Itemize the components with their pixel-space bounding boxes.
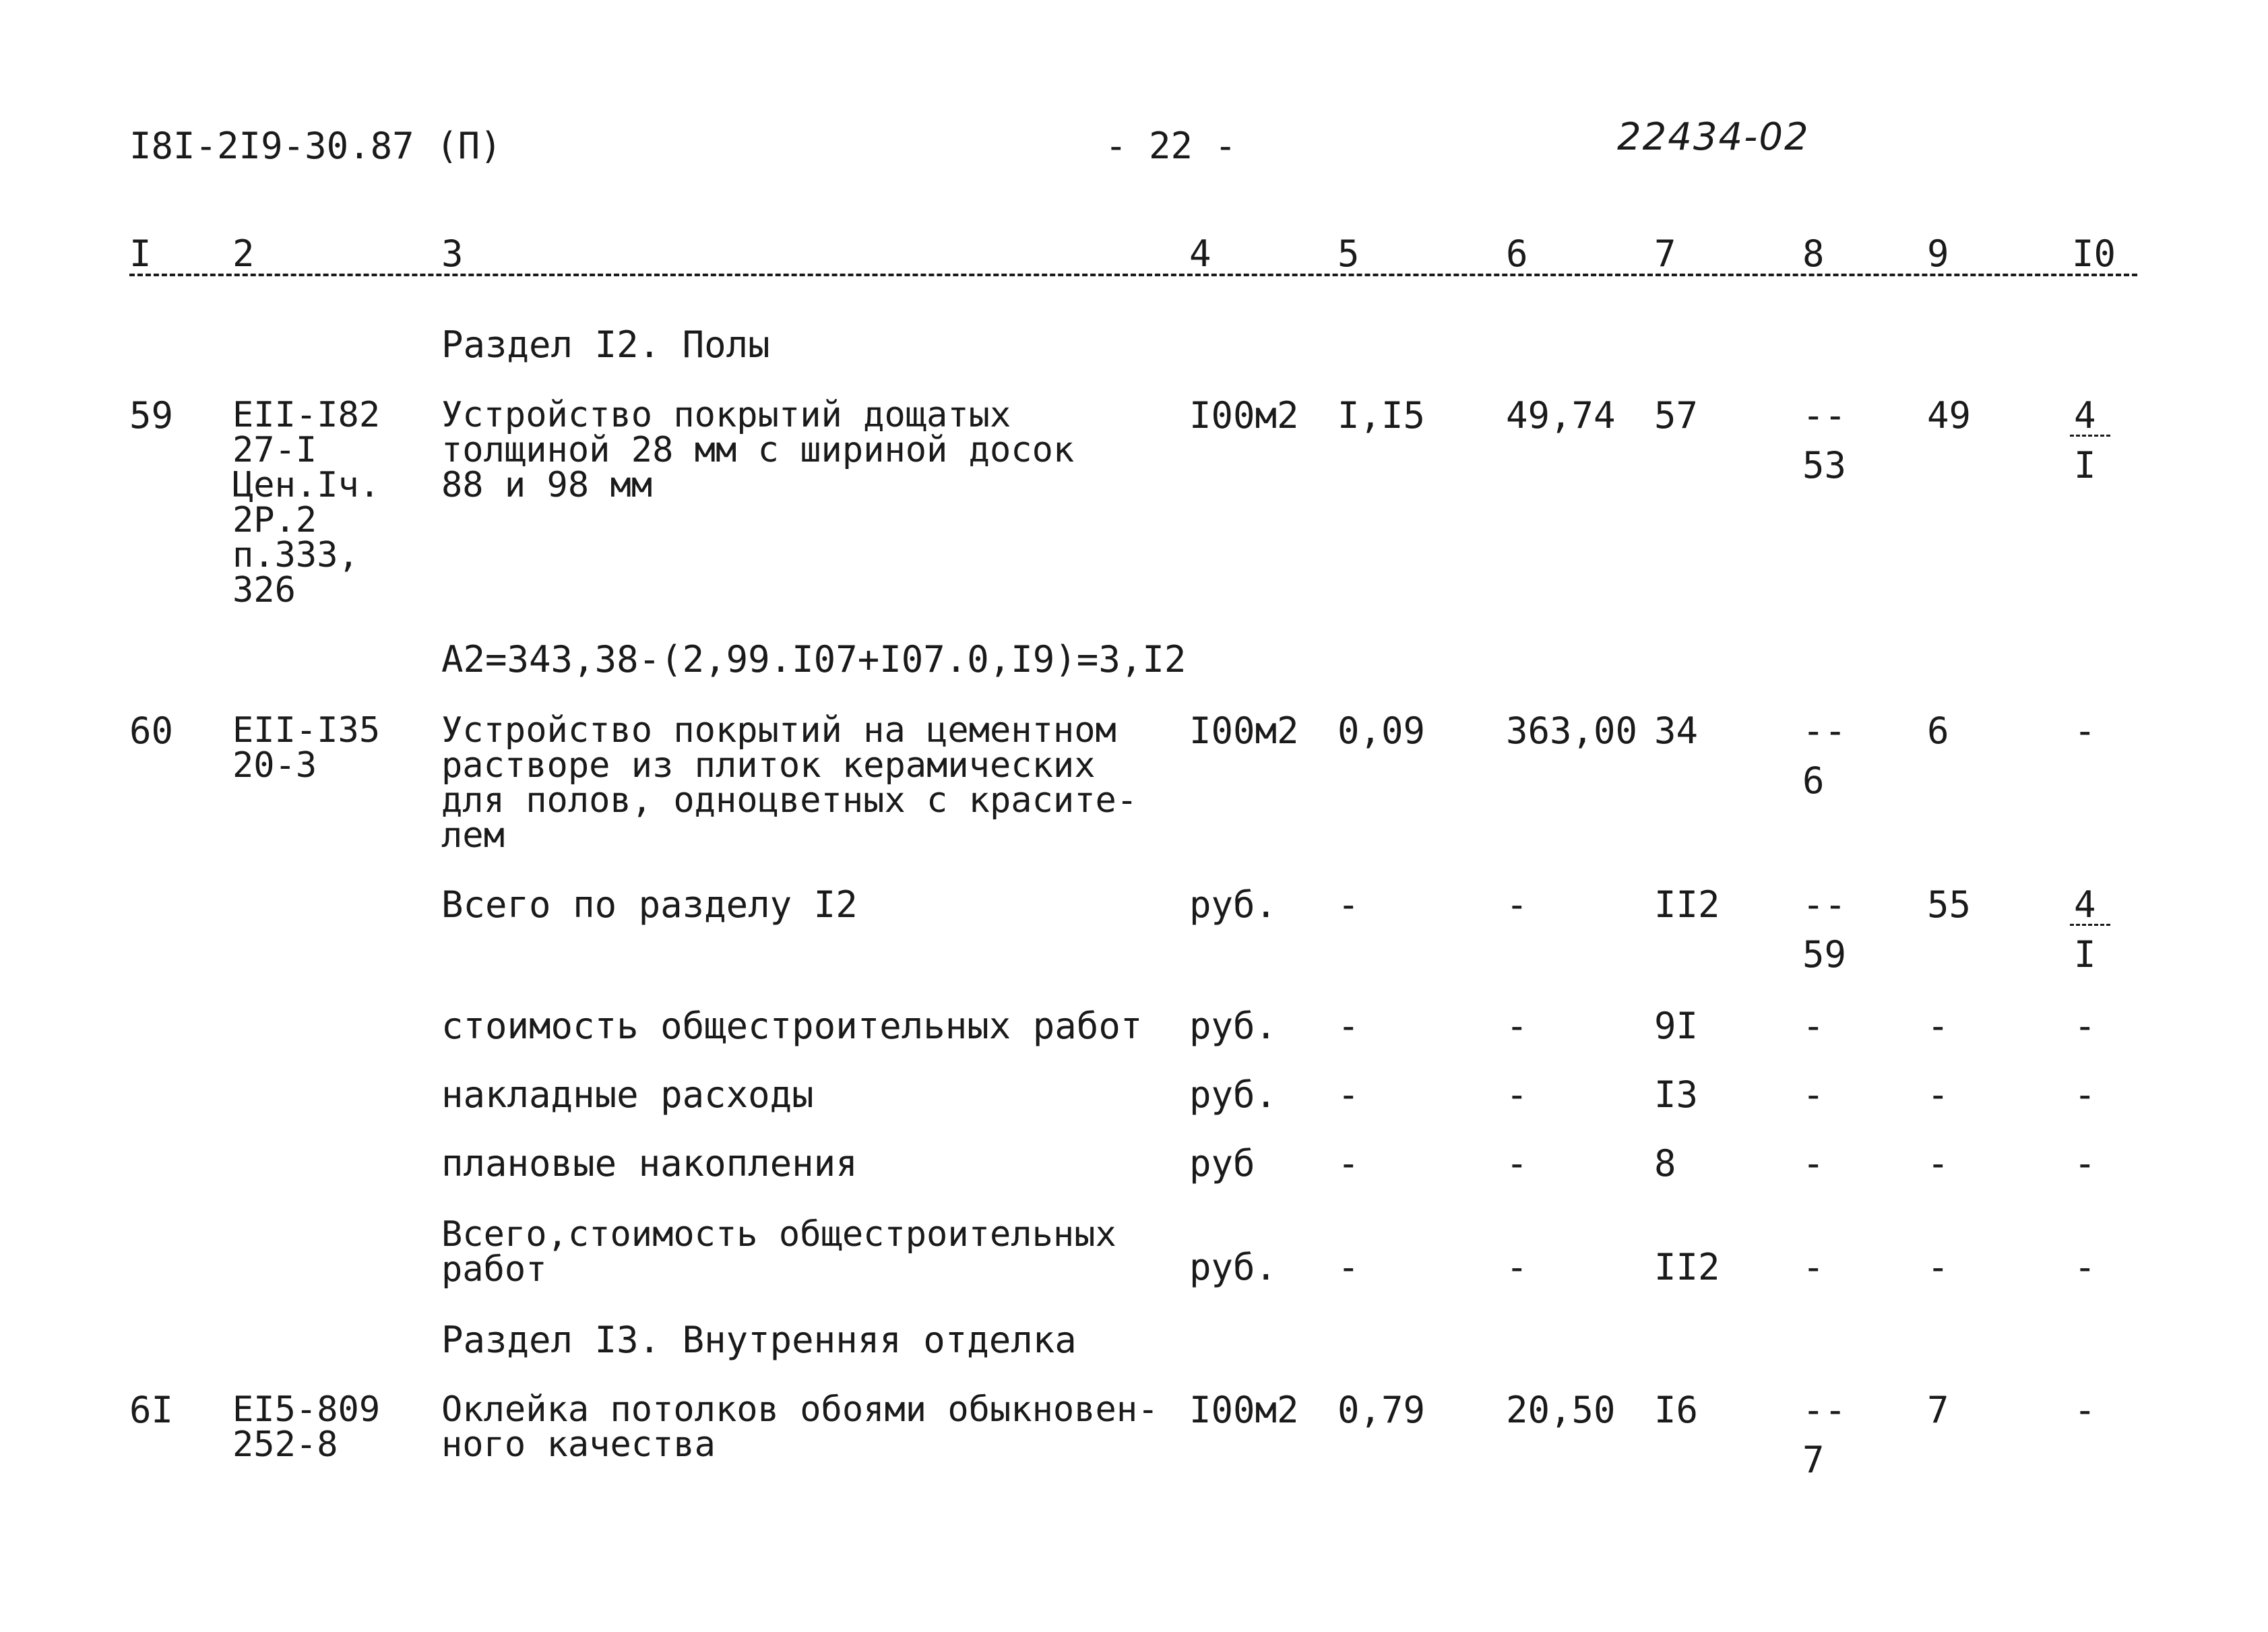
col10-fraction-bottom: I: [2074, 444, 2096, 487]
norm-code-line: Цен.Iч.: [232, 465, 381, 505]
col5-value: -: [1337, 1142, 1360, 1185]
col10-value: -: [2074, 710, 2096, 752]
column-number: 5: [1337, 232, 1360, 275]
norm-code-line: EII-I35: [232, 710, 381, 751]
col10-fraction-bottom: I: [2074, 933, 2096, 976]
col10-value: -: [2074, 1073, 2096, 1116]
description-line: лем: [441, 815, 505, 856]
col6-value: -: [1506, 1246, 1528, 1288]
row-number: 59: [129, 394, 174, 437]
description-line: для полов, одноцветных с красите-: [441, 780, 1138, 821]
section-title: Раздел I3. Внутренняя отделка: [441, 1319, 1077, 1361]
col10-fraction-top: 4: [2074, 394, 2096, 437]
col6-value: -: [1506, 883, 1528, 926]
col7-value: I3: [1654, 1073, 1699, 1116]
col10-fraction-top: 4: [2074, 883, 2096, 926]
description-line: Устройство покрытий на цементном: [441, 710, 1116, 751]
norm-code-line: 2P.2: [232, 500, 317, 540]
grand-total-label-line: Всего,стоимость общестроительных: [441, 1214, 1116, 1255]
page-number: - 22 -: [1105, 125, 1237, 167]
row-number: 60: [129, 710, 174, 752]
unit: руб.: [1189, 883, 1278, 926]
col10-value: -: [2074, 1389, 2096, 1431]
col7-value: 34: [1654, 710, 1699, 752]
col9-value: -: [1927, 1073, 1949, 1116]
unit: руб.: [1189, 1005, 1278, 1047]
col8-value: -: [1802, 1246, 1825, 1288]
column-number: 3: [441, 232, 464, 275]
unit-price: 20,50: [1506, 1389, 1616, 1431]
column-number: 4: [1189, 232, 1211, 275]
col8-fraction-top: --: [1802, 1389, 1847, 1431]
quantity: 0,79: [1337, 1389, 1426, 1431]
col7-value: II2: [1654, 1246, 1720, 1288]
description-line: Оклейка потолков обоями обыкновен-: [441, 1389, 1159, 1430]
column-number: 2: [232, 232, 255, 275]
column-number: I: [129, 232, 152, 275]
col8-fraction-bottom: 6: [1802, 759, 1825, 802]
col9-value: -: [1927, 1005, 1949, 1047]
description-line: толщиной 28 мм с шириной досок: [441, 430, 1075, 470]
col9-value: 7: [1927, 1389, 1949, 1431]
col6-value: -: [1506, 1142, 1528, 1185]
col9-value: -: [1927, 1246, 1949, 1288]
description-line: растворе из плиток керамических: [441, 745, 1096, 786]
section-title: Раздел I2. Полы: [441, 323, 770, 366]
col8-fraction-top: --: [1802, 883, 1847, 926]
norm-code-line: 20-3: [232, 745, 317, 786]
total-label: Всего по разделу I2: [441, 883, 858, 926]
norm-code-line: 326: [232, 570, 296, 610]
col9-value: 55: [1927, 883, 1972, 926]
summary-label: плановые накопления: [441, 1142, 858, 1185]
unit-price: 49,74: [1506, 394, 1616, 437]
col5-value: -: [1337, 883, 1360, 926]
quantity: 0,09: [1337, 710, 1426, 752]
col5-value: -: [1337, 1246, 1360, 1288]
col6-value: -: [1506, 1005, 1528, 1047]
unit: I00м2: [1189, 710, 1299, 752]
document-code: I8I-2I9-30.87 (П): [129, 125, 502, 167]
col10-value: -: [2074, 1142, 2096, 1185]
calculation-formula: A2=343,38-(2,99.I07+I07.0,I9)=3,I2: [441, 638, 1187, 681]
unit: I00м2: [1189, 394, 1299, 437]
column-number: 9: [1927, 232, 1949, 275]
col9-value: 49: [1927, 394, 1972, 437]
col7-value: I6: [1654, 1389, 1699, 1431]
header-dashed-rule: [129, 274, 2137, 276]
column-number: 6: [1506, 232, 1528, 275]
unit: I00м2: [1189, 1389, 1299, 1431]
col8-fraction-bottom: 7: [1802, 1439, 1825, 1481]
norm-code-line: п.333,: [232, 535, 359, 575]
norm-code-line: EI5-809: [232, 1389, 381, 1430]
description-line: ного качества: [441, 1424, 716, 1465]
norm-code-line: 252-8: [232, 1424, 338, 1465]
description-line: 88 и 98 мм: [441, 465, 653, 505]
col5-value: -: [1337, 1073, 1360, 1116]
description-line: Устройство покрытий дощатых: [441, 395, 1011, 435]
column-number: 7: [1654, 232, 1676, 275]
unit-price: 363,00: [1506, 710, 1638, 752]
summary-label: накладные расходы: [441, 1073, 814, 1116]
norm-code-line: 27-I: [232, 430, 317, 470]
col8-value: -: [1802, 1073, 1825, 1116]
quantity: I,I5: [1337, 394, 1426, 437]
col10-value: -: [2074, 1246, 2096, 1288]
col7-value: 57: [1654, 394, 1699, 437]
grand-total-label-line: работ: [441, 1249, 547, 1290]
column-number: 8: [1802, 232, 1825, 275]
fraction-bar: [2070, 435, 2110, 437]
col9-value: 6: [1927, 710, 1949, 752]
col9-value: -: [1927, 1142, 1949, 1185]
handwritten-number: 22434-02: [1617, 115, 1810, 159]
col8-fraction-bottom: 53: [1802, 444, 1847, 487]
col10-value: -: [2074, 1005, 2096, 1047]
col6-value: -: [1506, 1073, 1528, 1116]
unit: руб: [1189, 1142, 1255, 1185]
fraction-bar: [2070, 924, 2110, 926]
col8-fraction-top: --: [1802, 710, 1847, 752]
unit: руб.: [1189, 1073, 1278, 1116]
summary-label: стоимость общестроительных работ: [441, 1005, 1143, 1047]
col8-fraction-top: --: [1802, 394, 1847, 437]
col8-value: -: [1802, 1142, 1825, 1185]
col8-value: -: [1802, 1005, 1825, 1047]
col5-value: -: [1337, 1005, 1360, 1047]
row-number: 6I: [129, 1389, 174, 1431]
column-number: I0: [2072, 232, 2116, 275]
col7-value: 9I: [1654, 1005, 1699, 1047]
norm-code-line: EII-I82: [232, 395, 381, 435]
col7-value: 8: [1654, 1142, 1676, 1185]
col7-value: II2: [1654, 883, 1720, 926]
col8-fraction-bottom: 59: [1802, 933, 1847, 976]
unit: руб.: [1189, 1246, 1278, 1288]
